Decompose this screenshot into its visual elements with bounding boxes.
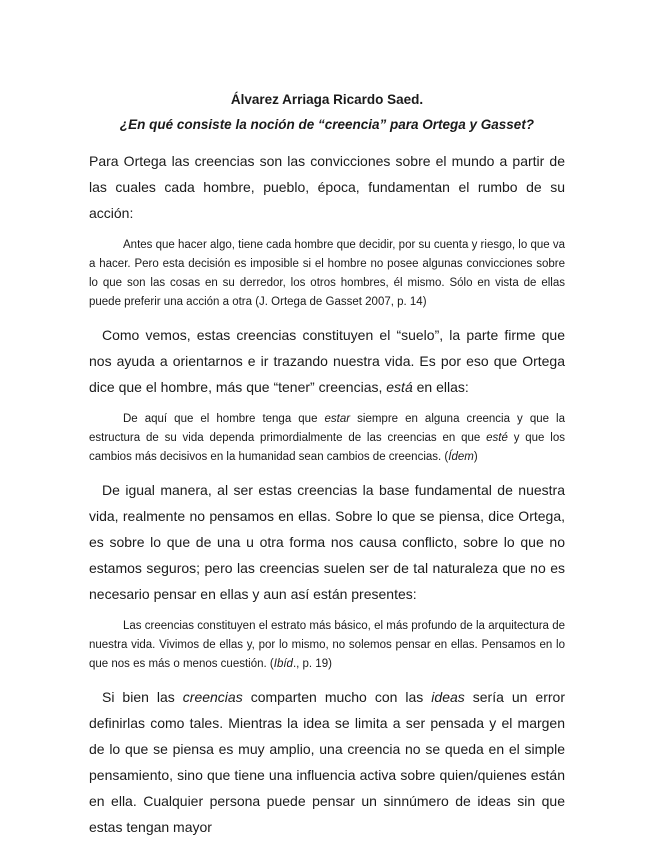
block-quote-3-text-b: ., p. 19) bbox=[292, 658, 332, 670]
block-quote-1: Antes que hacer algo, tiene cada hombre que decidir, por su cuenta y riesgo, lo que va a hacer. Pero esta decisión es imposible si el hombre no posee algunas convicciones sobre lo que son las cosas en su derredor, los otros hombres, él mismo. Sólo en vista de ellas puede preferir una acción a otra (J. Ortega de Gasset 2007, p. 14) bbox=[89, 239, 565, 308]
paragraph-4-text-a: Si bien las bbox=[102, 689, 183, 705]
block-quote-2 bbox=[89, 410, 565, 467]
block-quote-2-text-d: ) bbox=[473, 451, 478, 463]
block-quote-2-text-c: y que los cambios más decisivos en la humanidad sean cambios de creencias. ( bbox=[89, 432, 565, 463]
author-name: Álvarez Arriaga Ricardo Saed. bbox=[230, 92, 424, 107]
paragraph-2-emphasis: está bbox=[386, 379, 413, 395]
paragraph-2-text-a: Como vemos, estas creencias constituyen el “suelo”, la parte firme que nos ayuda a orientarnos e ir trazando nuestra vida. Es por eso que Ortega dice que el hombre, más que “tener” creencias, bbox=[89, 327, 565, 395]
block-quote-3-text-a: Las creencias constituyen el estrato más básico, el más profundo de la arquitectura de nuestra vida. Vivimos de ellas y, por lo mismo, no solemos pensar en ellas. Pensamos en lo que nos es más o menos cuestión. ( bbox=[89, 620, 565, 670]
paragraph-4-text-b: comparten mucho con las bbox=[242, 689, 432, 705]
paragraph-4-emphasis-1: creencias bbox=[182, 689, 243, 705]
block-quote-3-emphasis: Ibíd bbox=[273, 658, 293, 670]
block-quote-2-text-b: siempre en alguna creencia y que la estructura de su vida dependa primordialmente de las creencias en que bbox=[89, 413, 566, 444]
paragraph-4 bbox=[89, 684, 565, 840]
paragraph-4-emphasis-2: ideas bbox=[431, 689, 465, 705]
block-quote-3 bbox=[89, 617, 565, 674]
paragraph-4-text-c: sería un error definirlas como tales. Mientras la idea se limita a ser pensada y el margen de lo que se piensa es muy amplio, una creencia no se queda en el simple pensamiento, sino que tiene una influencia activa sobre quien/quienes están en ella. Cualquier persona puede pensar un sinnúmero de ideas sin que estas tengan mayor bbox=[89, 689, 565, 835]
paragraph-1: Para Ortega las creencias son las convicciones sobre el mundo a partir de las cuales cada hombre, pueblo, época, fundamentan el rumbo de su acción: bbox=[89, 153, 565, 221]
document-title: ¿En qué consiste la noción de “creencia” para Ortega y Gasset? bbox=[119, 117, 535, 132]
block-quote-2-emphasis-2: esté bbox=[486, 432, 508, 444]
paragraph-2 bbox=[89, 322, 565, 400]
block-quote-2-text-a: De aquí que el hombre tenga que bbox=[123, 413, 325, 425]
paragraph-3: De igual manera, al ser estas creencias la base fundamental de nuestra vida, realmente no pensamos en ellas. Sobre lo que se piensa, dice Ortega, es sobre lo que de una u otra forma nos causa conflicto, sobre lo que no estamos seguros; pero las creencias suelen ser de tal naturaleza que no es necesario pensar en ellas y aun así están presentes: bbox=[89, 482, 565, 602]
block-quote-2-emphasis-1: estar bbox=[324, 413, 351, 425]
block-quote-2-emphasis-3: Ídem bbox=[448, 451, 474, 463]
document-page bbox=[89, 92, 565, 840]
paragraph-2-text-b: en ellas: bbox=[412, 379, 469, 395]
